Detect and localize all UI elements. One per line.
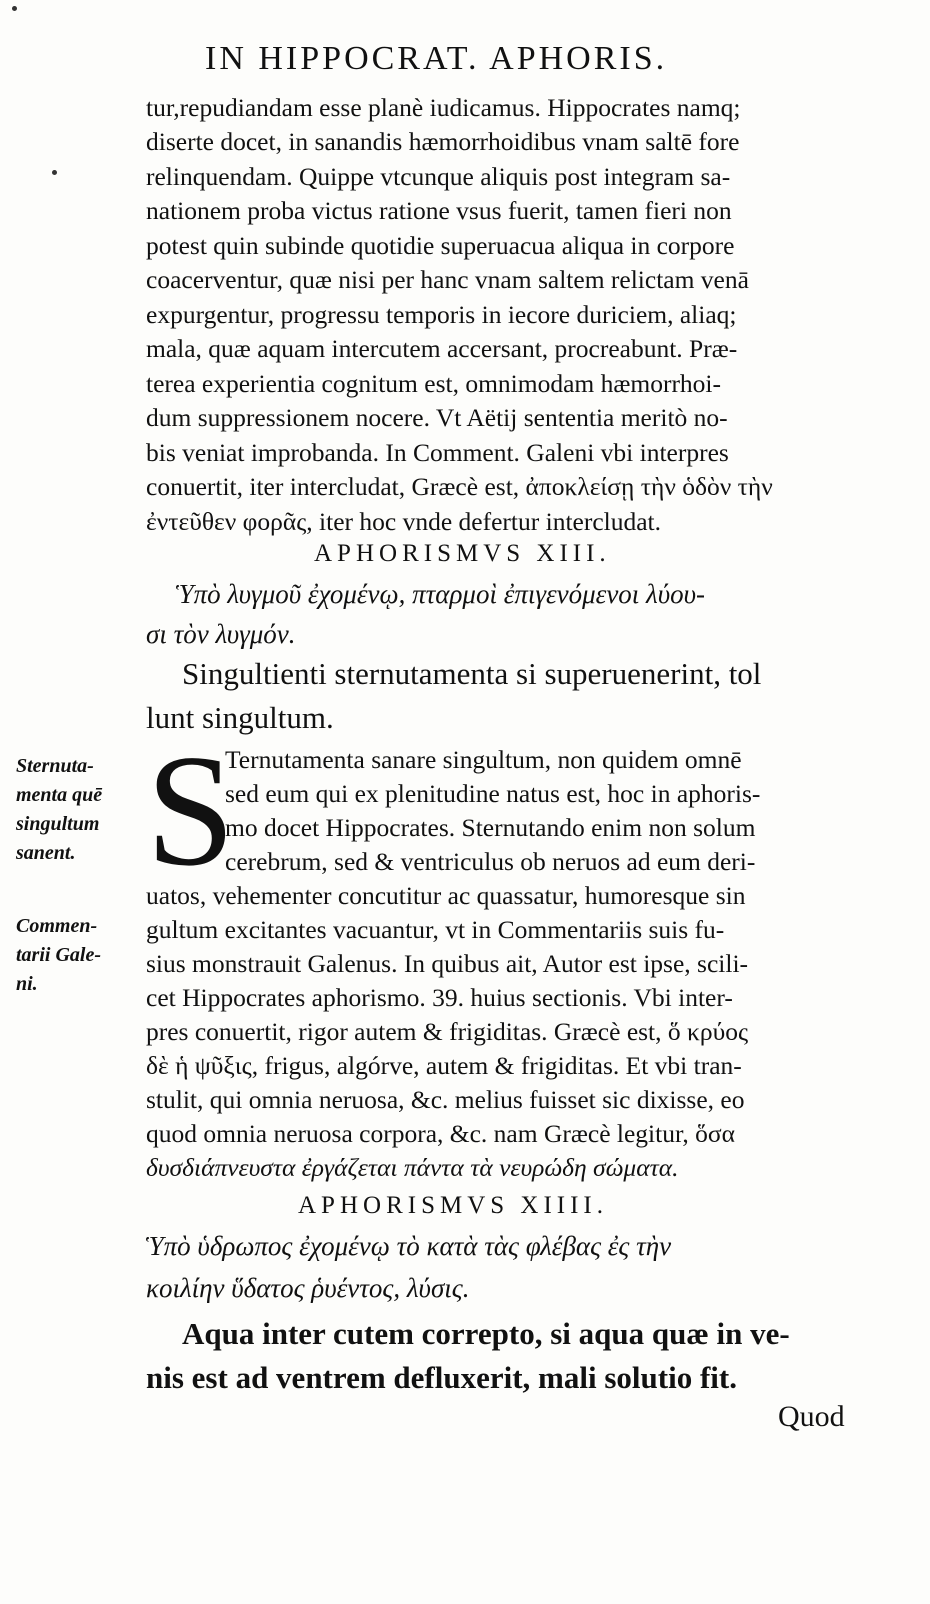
margin-note-line: singultum (16, 813, 100, 835)
body-line: stulit, qui omnia neruosa, &c. melius fuisset sic dixisse, eo (146, 1085, 745, 1114)
aphorism-latin: Singultienti sternutamenta si superuenerint, tol (182, 656, 762, 691)
margin-note-line: sanent. (16, 842, 76, 864)
body-line: relinquendam. Quippe vtcunque aliquis post integram sa- (146, 162, 731, 191)
aphorism-greek: Ὑπὸ λυγμοῦ ἐχομένῳ, πταρμοὶ ἐπιγενόμενοι λύου- (176, 579, 706, 609)
body-line: δυσδιάπνευστα ἐργάζεται πάντα τὰ νευρώδη σώματα. (146, 1153, 679, 1182)
body-line: quod omnia neruosa corpora, &c. nam Græcè legitur, ὅσα (146, 1119, 736, 1148)
print-speck (52, 170, 57, 175)
body-line: δὲ ἡ ψῦξις, frigus, algórve, autem & frigiditas. Et vbi tran- (146, 1051, 742, 1080)
body-line: cerebrum, sed & ventriculus ob neruos ad eum deri- (225, 847, 756, 876)
body-line: conuertit, iter intercludat, Græcè est, ἀποκλείσῃ τὴν ὁδὸν τὴν (146, 472, 773, 501)
margin-note-line: Sternuta- (16, 755, 94, 777)
margin-note-line: ni. (16, 973, 38, 995)
print-speck (12, 6, 17, 11)
body-line: ἐντεῦθεν φορᾶς, iter hoc vnde defertur intercludat. (146, 507, 662, 536)
aphorism-greek: κοιλίην ὕδατος ῥυέντος, λύσις. (146, 1273, 470, 1303)
running-header: IN HIPPOCRAT. APHORIS. (205, 40, 668, 77)
body-line: pres conuertit, rigor autem & frigiditas. Græcè est, ὅ κρύος (146, 1017, 749, 1046)
aphorism-latin: Aqua inter cutem correpto, si aqua quæ in ve- (182, 1316, 790, 1351)
body-line: sius monstrauit Galenus. In quibus ait, Autor est ipse, scili- (146, 949, 749, 978)
body-line: sed eum qui ex plenitudine natus est, hoc in aphoris- (225, 779, 761, 808)
body-line: uatos, vehementer concutitur ac quassatur, humoresque sin (146, 881, 746, 910)
aphorism-latin: lunt singultum. (146, 700, 334, 735)
margin-note-sternutamenta (16, 752, 102, 868)
aphorism-heading: APHORISMVS XIII. (314, 540, 611, 567)
aphorism-greek: σι τὸν λυγμόν. (146, 619, 296, 649)
margin-note-line: Commen- (16, 915, 98, 937)
margin-note-galeni (16, 912, 101, 999)
body-line: cet Hippocrates aphorismo. 39. huius sectionis. Vbi inter- (146, 983, 733, 1012)
aphorism-greek: Ὑπὸ ὑδρωπος ἐχομένῳ τὸ κατὰ τὰς φλέβας ἐς τὴν (146, 1231, 672, 1261)
body-line: bis veniat improbanda. In Comment. Galeni vbi interpres (146, 438, 729, 467)
margin-note-line: tarii Gale- (16, 944, 101, 966)
body-line: terea experientia cognitum est, omnimodam hæmorrhoi- (146, 369, 722, 398)
body-line: diserte docet, in sanandis hæmorrhoidibus vnam saltē fore (146, 127, 740, 156)
drop-cap: S (146, 721, 235, 899)
margin-note-line: menta quē (16, 784, 103, 806)
aphorism-heading: APHORISMVS XIIII. (298, 1192, 609, 1219)
body-line: potest quin subinde quotidie superuacua aliqua in corpore (146, 231, 735, 260)
body-line: mala, quæ aquam intercutem accersant, procreabunt. Præ- (146, 334, 738, 363)
body-line: mo docet Hippocrates. Sternutando enim non solum (225, 813, 756, 842)
body-line: tur,repudiandam esse planè iudicamus. Hippocrates namq; (146, 93, 741, 122)
catchword: Quod (778, 1400, 845, 1433)
body-line: gultum excitantes vacuantur, vt in Commentariis suis fu- (146, 915, 725, 944)
body-line: nationem proba victus ratione vsus fuerit, tamen fieri non (146, 196, 732, 225)
body-line: expurgentur, progressu temporis in iecore duriciem, aliaq; (146, 300, 737, 329)
aphorism-latin: nis est ad ventrem defluxerit, mali solutio fit. (146, 1360, 737, 1395)
body-line: Ternutamenta sanare singultum, non quidem omnē (225, 745, 742, 774)
body-line: dum suppressionem nocere. Vt Aëtij sententia meritò no- (146, 403, 728, 432)
body-line: coacerventur, quæ nisi per hanc vnam saltem relictam venā (146, 265, 749, 294)
